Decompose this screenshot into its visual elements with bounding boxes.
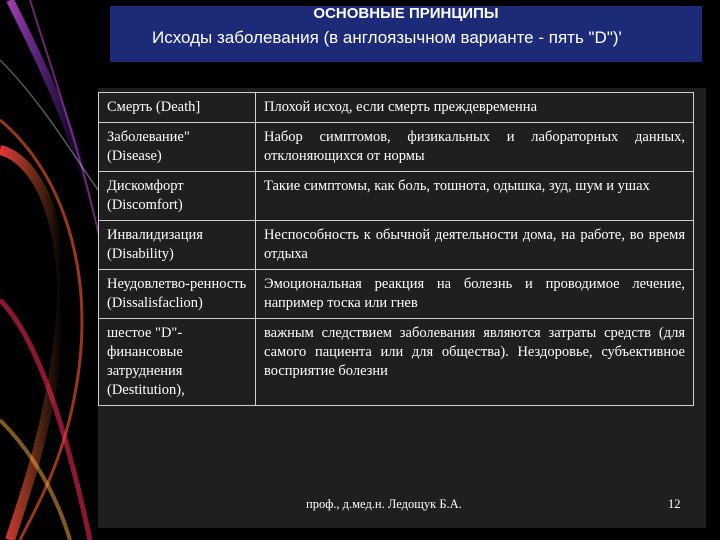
footer-author: проф., д.мед.н. Ледощук Б.А. [306,497,462,511]
term-cell: Смерть (Death] [99,93,256,123]
description-cell: Эмоциональная реакция на болезнь и проводимое лечение, например тоска или гнев [256,270,694,319]
description-cell: Неспособность к обычной деятельности дома, на работе, во время отдыха [256,221,694,270]
table-row [99,221,694,270]
table-row [99,93,694,123]
table-row [99,123,694,172]
page-number: 12 [668,497,681,511]
description-cell: Такие симптомы, как боль, тошнота, одышка, зуд, шум и ушах [256,172,694,221]
term-cell: Неудовлетво-ренность (Dissalisfaclion) [99,270,256,319]
principles-table [98,92,694,406]
term-cell: шестое "D"- финансовые затруднения (Destitution), [99,319,256,406]
term-cell: Дискомфорт (Discomfort) [99,172,256,221]
description-cell: важным следствием заболевания являются затраты средств (для самого пациента или для общества). Нездоровье, субъективное восприятие болезни [256,319,694,406]
slide-subtitle: Исходы заболевания (в англоязычном варианте - пять "D")' [152,28,622,47]
description-cell: Набор симптомов, физикальных и лабораторных данных, отклоняющихся от нормы [256,123,694,172]
term-cell: Инвалидизация (Disability) [99,221,256,270]
title-box [110,6,702,62]
table-row [99,270,694,319]
description-cell: Плохой исход, если смерть преждевременна [256,93,694,123]
table-row [99,319,694,406]
slide-title: ОСНОВНЫЕ ПРИНЦИПЫ [313,5,499,22]
term-cell: Заболевание" (Disease) [99,123,256,172]
table-row [99,172,694,221]
